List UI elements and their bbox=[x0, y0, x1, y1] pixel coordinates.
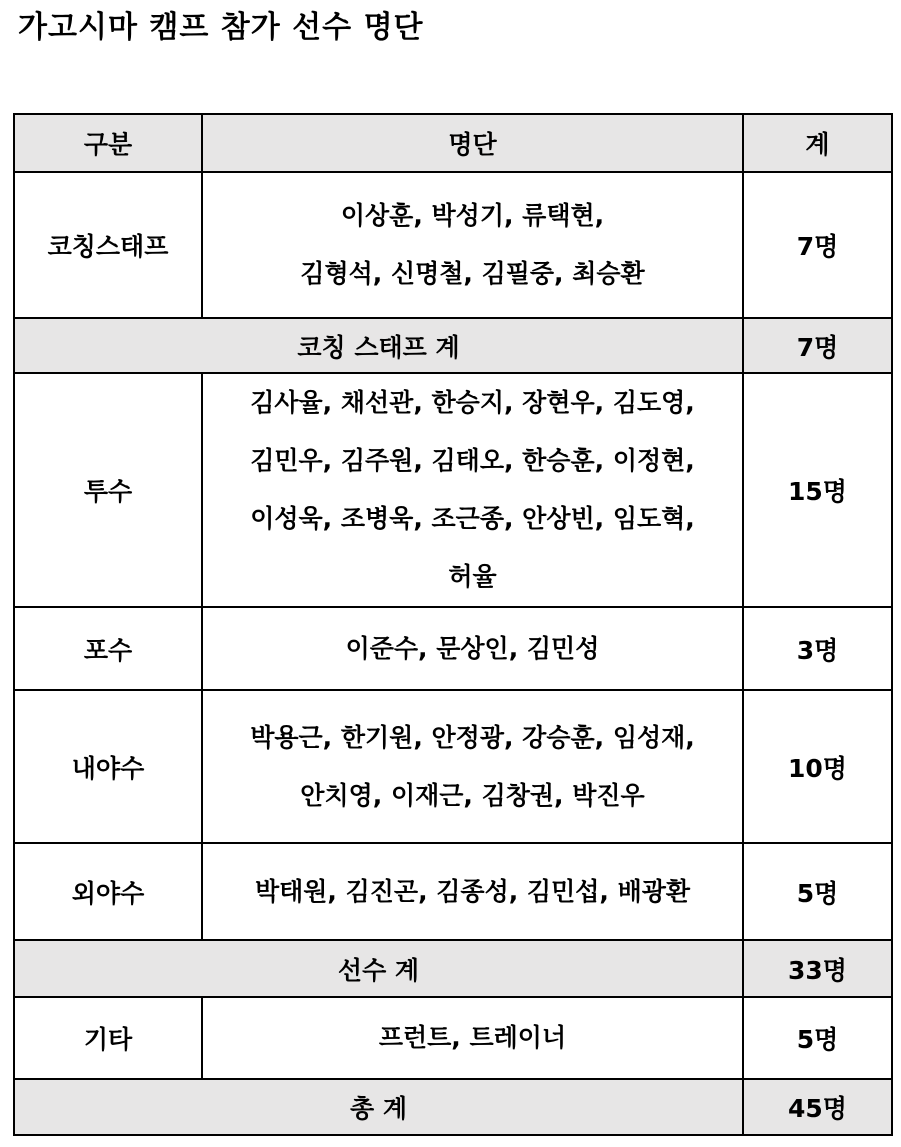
roster-line: 이상훈, 박성기, 류택현, bbox=[340, 201, 605, 230]
roster-line: 김형석, 신명철, 김필중, 최승환 bbox=[300, 259, 645, 288]
row-roster bbox=[202, 373, 743, 607]
roster-line: 박태원, 김진곤, 김종성, 김민섭, 배광환 bbox=[254, 876, 691, 906]
table-row-others bbox=[14, 997, 892, 1079]
page-title: 가고시마 캠프 참가 선수 명단 bbox=[18, 10, 424, 45]
table-row-coaching-staff bbox=[14, 172, 892, 318]
table-row-outfielders bbox=[14, 843, 892, 940]
row-roster bbox=[202, 172, 743, 318]
header-total: 계 bbox=[743, 114, 892, 172]
header-category: 구분 bbox=[14, 114, 202, 172]
roster-line: 이성욱, 조병욱, 조근종, 안상빈, 임도혁, bbox=[250, 504, 695, 533]
grand-total-row bbox=[14, 1079, 892, 1135]
roster-line: 이준수, 문상인, 김민성 bbox=[345, 633, 600, 663]
row-category: 코칭스태프 bbox=[14, 172, 202, 318]
row-roster bbox=[202, 843, 743, 940]
row-category: 투수 bbox=[14, 373, 202, 607]
table-row-catchers bbox=[14, 607, 892, 690]
subtotal-row-coaching-staff bbox=[14, 318, 892, 373]
grand-total-label: 총 계 bbox=[14, 1079, 743, 1135]
roster-line: 허율 bbox=[448, 562, 497, 591]
roster-line: 김민우, 김주원, 김태오, 한승훈, 이정현, bbox=[250, 446, 695, 475]
header-roster: 명단 bbox=[202, 114, 743, 172]
subtotal-count: 33명 bbox=[743, 940, 892, 997]
row-roster bbox=[202, 997, 743, 1079]
table-header-row bbox=[14, 114, 892, 172]
subtotal-row-players bbox=[14, 940, 892, 997]
roster-table bbox=[13, 113, 893, 1136]
roster-line: 프런트, 트레이너 bbox=[378, 1023, 567, 1052]
row-count: 7명 bbox=[743, 172, 892, 318]
row-count: 3명 bbox=[743, 607, 892, 690]
grand-total-count: 45명 bbox=[743, 1079, 892, 1135]
row-roster bbox=[202, 690, 743, 843]
roster-line: 김사율, 채선관, 한승지, 장현우, 김도영, bbox=[250, 388, 695, 417]
table-row-pitchers bbox=[14, 373, 892, 607]
row-category: 외야수 bbox=[14, 843, 202, 940]
subtotal-label: 코칭 스태프 계 bbox=[14, 318, 743, 373]
row-count: 10명 bbox=[743, 690, 892, 843]
row-count: 5명 bbox=[743, 997, 892, 1079]
subtotal-label: 선수 계 bbox=[14, 940, 743, 997]
row-category: 기타 bbox=[14, 997, 202, 1079]
row-category: 포수 bbox=[14, 607, 202, 690]
roster-line: 박용근, 한기원, 안정광, 강승훈, 임성재, bbox=[250, 722, 695, 752]
subtotal-count: 7명 bbox=[743, 318, 892, 373]
row-category: 내야수 bbox=[14, 690, 202, 843]
row-count: 15명 bbox=[743, 373, 892, 607]
table-row-infielders bbox=[14, 690, 892, 843]
roster-line: 안치영, 이재근, 김창권, 박진우 bbox=[300, 780, 645, 810]
row-roster bbox=[202, 607, 743, 690]
row-count: 5명 bbox=[743, 843, 892, 940]
